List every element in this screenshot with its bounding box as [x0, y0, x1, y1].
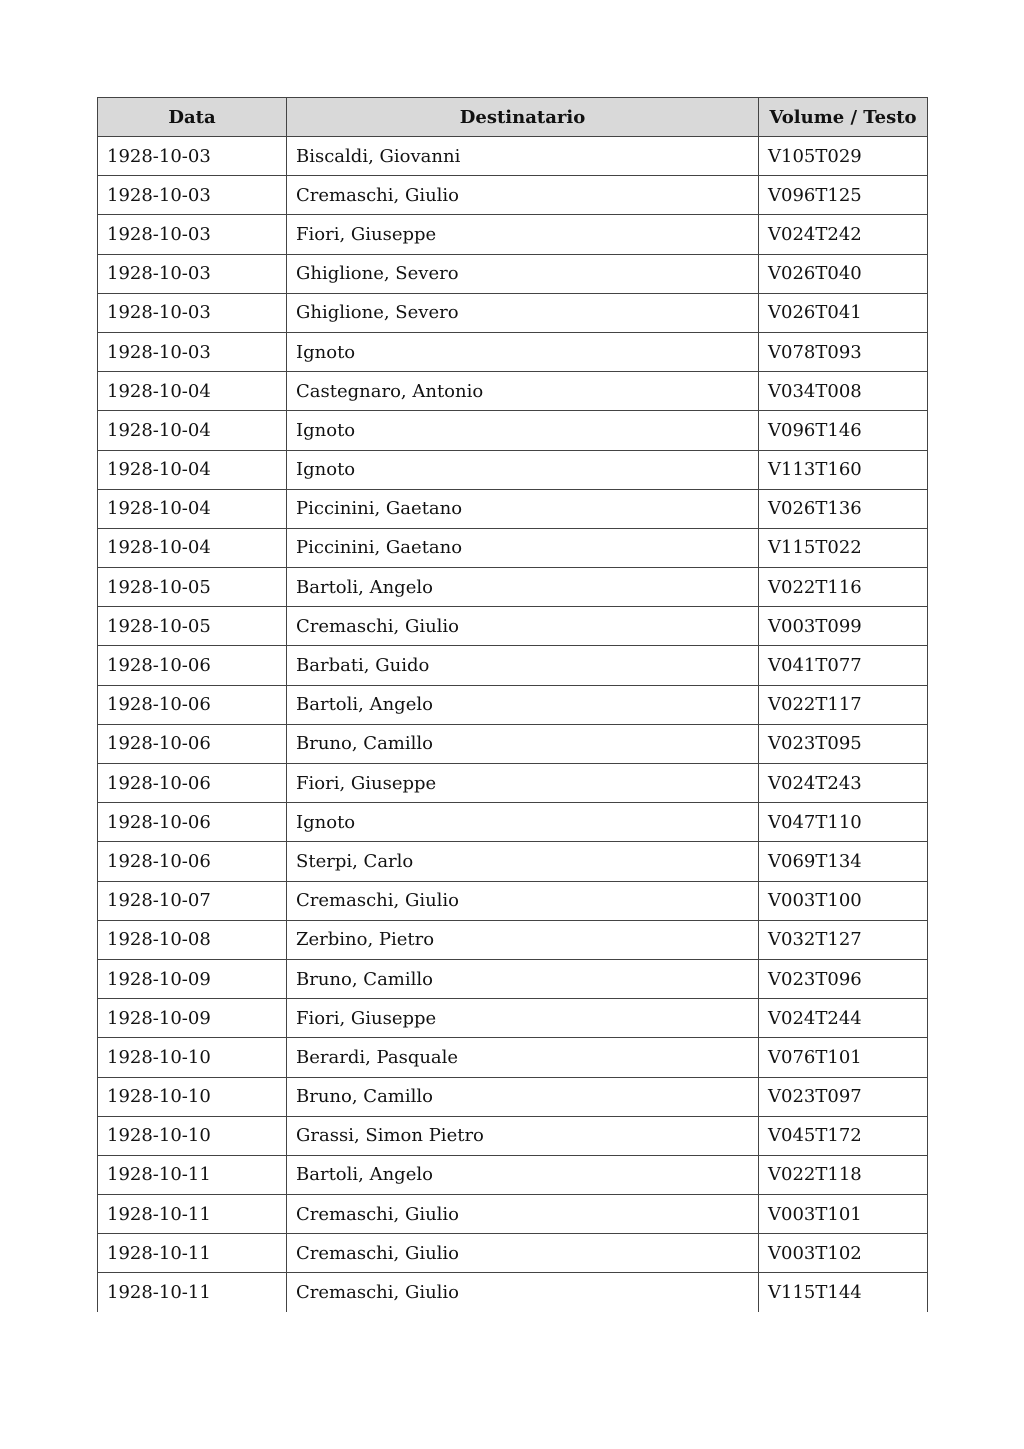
recipient-cell: Piccinini, Gaetano — [287, 489, 759, 528]
date-cell: 1928-10-03 — [98, 215, 287, 254]
volume-text-cell: V115T022 — [759, 528, 928, 567]
date-cell: 1928-10-09 — [98, 999, 287, 1038]
date-cell: 1928-10-10 — [98, 1077, 287, 1116]
date-cell: 1928-10-04 — [98, 489, 287, 528]
recipient-cell: Bartoli, Angelo — [287, 685, 759, 724]
table-row — [98, 1038, 928, 1077]
date-cell: 1928-10-10 — [98, 1038, 287, 1077]
table-row — [98, 254, 928, 293]
table-header — [98, 98, 928, 137]
volume-text-cell: V003T100 — [759, 881, 928, 920]
volume-text-cell: V026T136 — [759, 489, 928, 528]
volume-text-cell: V003T099 — [759, 607, 928, 646]
recipient-cell: Ignoto — [287, 803, 759, 842]
date-cell: 1928-10-11 — [98, 1234, 287, 1273]
date-cell: 1928-10-03 — [98, 176, 287, 215]
date-cell: 1928-10-06 — [98, 764, 287, 803]
volume-text-cell: V023T096 — [759, 959, 928, 998]
recipient-cell: Ignoto — [287, 332, 759, 371]
volume-text-cell: V113T160 — [759, 450, 928, 489]
header-recipient: Destinatario — [287, 98, 759, 137]
table-row — [98, 293, 928, 332]
recipient-cell: Piccinini, Gaetano — [287, 528, 759, 567]
volume-text-cell: V076T101 — [759, 1038, 928, 1077]
volume-text-cell: V032T127 — [759, 920, 928, 959]
volume-text-cell: V003T101 — [759, 1195, 928, 1234]
date-cell: 1928-10-11 — [98, 1273, 287, 1312]
date-cell: 1928-10-11 — [98, 1155, 287, 1194]
date-cell: 1928-10-06 — [98, 842, 287, 881]
date-cell: 1928-10-03 — [98, 332, 287, 371]
date-cell: 1928-10-07 — [98, 881, 287, 920]
recipient-cell: Cremaschi, Giulio — [287, 176, 759, 215]
table-row — [98, 450, 928, 489]
recipient-cell: Fiori, Giuseppe — [287, 999, 759, 1038]
recipient-cell: Cremaschi, Giulio — [287, 881, 759, 920]
table-row — [98, 1273, 928, 1312]
volume-text-cell: V026T040 — [759, 254, 928, 293]
table-row — [98, 1155, 928, 1194]
date-cell: 1928-10-08 — [98, 920, 287, 959]
table-row — [98, 999, 928, 1038]
date-cell: 1928-10-03 — [98, 293, 287, 332]
table-row — [98, 1077, 928, 1116]
date-cell: 1928-10-05 — [98, 568, 287, 607]
header-volume-text: Volume / Testo — [759, 98, 928, 137]
table-row — [98, 1116, 928, 1155]
recipient-cell: Biscaldi, Giovanni — [287, 137, 759, 176]
date-cell: 1928-10-06 — [98, 724, 287, 763]
table-row — [98, 881, 928, 920]
date-cell: 1928-10-05 — [98, 607, 287, 646]
table-row — [98, 372, 928, 411]
recipient-cell: Zerbino, Pietro — [287, 920, 759, 959]
table-row — [98, 724, 928, 763]
volume-text-cell: V022T117 — [759, 685, 928, 724]
table-row — [98, 568, 928, 607]
volume-text-cell: V096T125 — [759, 176, 928, 215]
table-row — [98, 959, 928, 998]
recipient-cell: Bruno, Camillo — [287, 1077, 759, 1116]
recipient-cell: Cremaschi, Giulio — [287, 1273, 759, 1312]
recipient-cell: Castegnaro, Antonio — [287, 372, 759, 411]
table-row — [98, 685, 928, 724]
recipient-cell: Grassi, Simon Pietro — [287, 1116, 759, 1155]
volume-text-cell: V003T102 — [759, 1234, 928, 1273]
recipient-cell: Fiori, Giuseppe — [287, 215, 759, 254]
table-row — [98, 215, 928, 254]
date-cell: 1928-10-03 — [98, 254, 287, 293]
table-row — [98, 607, 928, 646]
table-body — [98, 137, 928, 1313]
volume-text-cell: V026T041 — [759, 293, 928, 332]
recipient-cell: Ignoto — [287, 411, 759, 450]
recipient-cell: Ignoto — [287, 450, 759, 489]
volume-text-cell: V024T243 — [759, 764, 928, 803]
date-cell: 1928-10-06 — [98, 685, 287, 724]
volume-text-cell: V069T134 — [759, 842, 928, 881]
date-cell: 1928-10-09 — [98, 959, 287, 998]
recipient-cell: Ghiglione, Severo — [287, 293, 759, 332]
table-row — [98, 646, 928, 685]
table-row — [98, 528, 928, 567]
table-row — [98, 411, 928, 450]
volume-text-cell: V022T118 — [759, 1155, 928, 1194]
recipient-cell: Cremaschi, Giulio — [287, 1195, 759, 1234]
recipient-cell: Sterpi, Carlo — [287, 842, 759, 881]
volume-text-cell: V115T144 — [759, 1273, 928, 1312]
date-cell: 1928-10-04 — [98, 528, 287, 567]
recipient-cell: Cremaschi, Giulio — [287, 607, 759, 646]
table-row — [98, 764, 928, 803]
table-row — [98, 1234, 928, 1273]
volume-text-cell: V078T093 — [759, 332, 928, 371]
volume-text-cell: V045T172 — [759, 1116, 928, 1155]
volume-text-cell: V047T110 — [759, 803, 928, 842]
date-cell: 1928-10-10 — [98, 1116, 287, 1155]
recipient-cell: Fiori, Giuseppe — [287, 764, 759, 803]
volume-text-cell: V022T116 — [759, 568, 928, 607]
recipient-cell: Berardi, Pasquale — [287, 1038, 759, 1077]
date-cell: 1928-10-03 — [98, 137, 287, 176]
table-row — [98, 176, 928, 215]
volume-text-cell: V034T008 — [759, 372, 928, 411]
date-cell: 1928-10-04 — [98, 411, 287, 450]
date-cell: 1928-10-04 — [98, 372, 287, 411]
letters-table — [97, 97, 928, 1312]
recipient-cell: Barbati, Guido — [287, 646, 759, 685]
table-row — [98, 1195, 928, 1234]
table-row — [98, 137, 928, 176]
recipient-cell: Bartoli, Angelo — [287, 568, 759, 607]
volume-text-cell: V041T077 — [759, 646, 928, 685]
volume-text-cell: V024T244 — [759, 999, 928, 1038]
table-row — [98, 920, 928, 959]
date-cell: 1928-10-11 — [98, 1195, 287, 1234]
table-row — [98, 489, 928, 528]
recipient-cell: Bruno, Camillo — [287, 959, 759, 998]
volume-text-cell: V105T029 — [759, 137, 928, 176]
recipient-cell: Bruno, Camillo — [287, 724, 759, 763]
recipient-cell: Bartoli, Angelo — [287, 1155, 759, 1194]
header-date: Data — [98, 98, 287, 137]
recipient-cell: Cremaschi, Giulio — [287, 1234, 759, 1273]
recipient-cell: Ghiglione, Severo — [287, 254, 759, 293]
volume-text-cell: V024T242 — [759, 215, 928, 254]
date-cell: 1928-10-06 — [98, 646, 287, 685]
table-row — [98, 332, 928, 371]
date-cell: 1928-10-04 — [98, 450, 287, 489]
header-row — [98, 98, 928, 137]
table-row — [98, 842, 928, 881]
volume-text-cell: V023T095 — [759, 724, 928, 763]
volume-text-cell: V096T146 — [759, 411, 928, 450]
volume-text-cell: V023T097 — [759, 1077, 928, 1116]
table-row — [98, 803, 928, 842]
date-cell: 1928-10-06 — [98, 803, 287, 842]
